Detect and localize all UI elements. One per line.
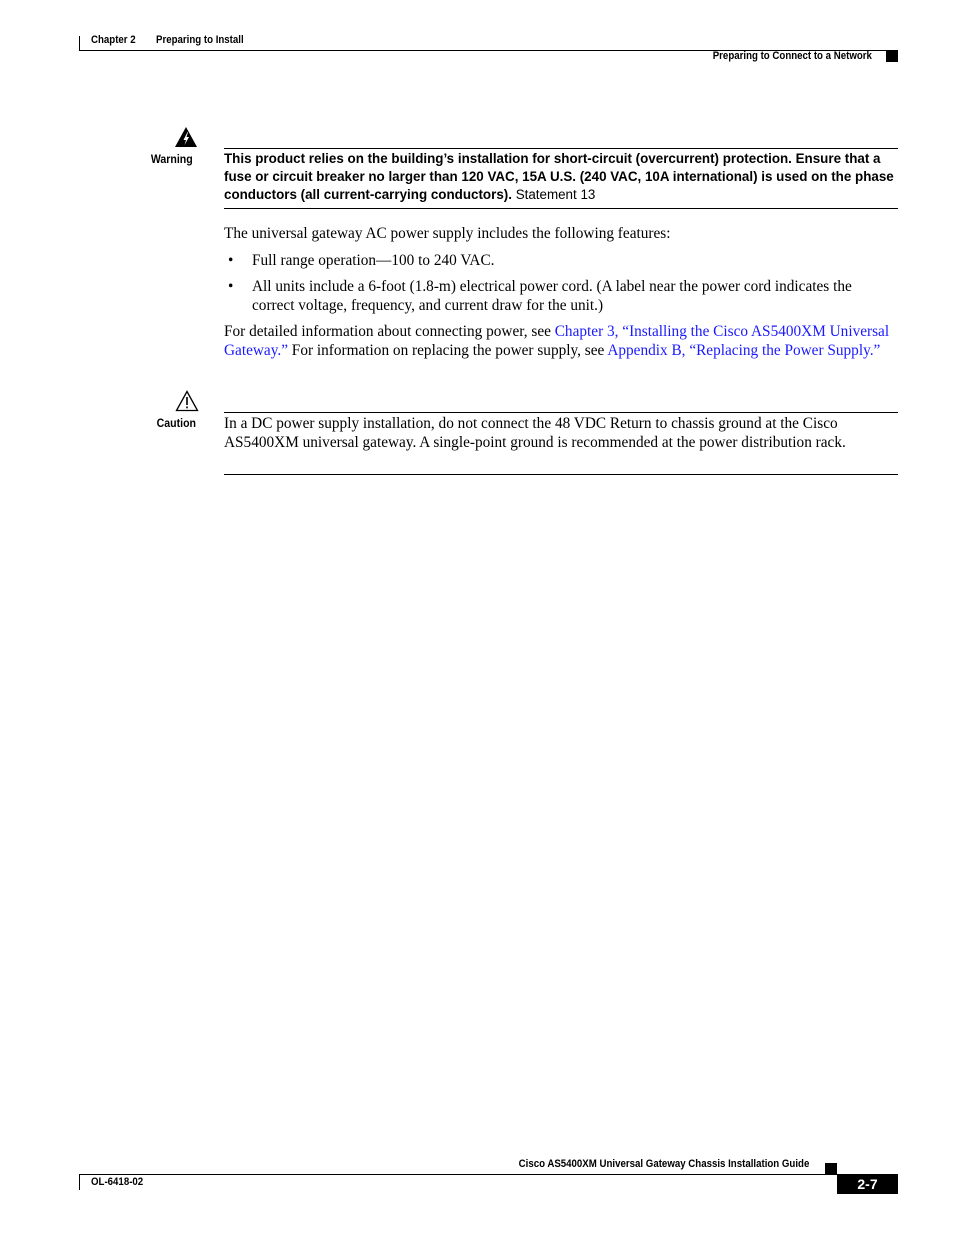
chapter3-link[interactable]: Chapter 3, “Installing the Cisco AS5400XM Universal Gateway.”	[224, 323, 890, 359]
list-item	[228, 277, 898, 315]
page-number: 2-7	[857, 1176, 878, 1192]
list-item-text: Full range operation—100 to 240 VAC.	[252, 252, 495, 269]
bullet-marker: •	[228, 252, 234, 269]
warning-statement: Statement 13	[515, 187, 596, 202]
caution-bottom-rule	[224, 474, 898, 475]
footer-rule	[79, 1174, 898, 1175]
list-item	[228, 251, 898, 270]
header-left-bar	[79, 36, 80, 51]
bullet-marker: •	[228, 278, 234, 295]
warning-label: Warning	[150, 152, 193, 166]
reference-text-mid: For information on replacing the power supply, see	[287, 342, 608, 359]
header-black-tab	[886, 51, 898, 62]
feature-list	[228, 251, 898, 315]
page-number-box	[837, 1174, 898, 1194]
warning-bottom-rule	[224, 208, 898, 209]
reference-paragraph	[224, 322, 898, 360]
footer-black-tab	[825, 1163, 837, 1174]
footer-doc-number: OL-6418-02	[91, 1176, 144, 1188]
reference-text-start: For detailed information about connecting power, see	[224, 323, 555, 340]
warning-bold-text: This product relies on the building’s installation for short-circuit (overcurrent) protection. Ensure that a fuse or circuit breaker no larger than 120 VAC, 15A U.S. (240 VAC, 10A international) is used on the phase conductors (all current-carrying conductors).	[224, 151, 894, 202]
header-chapter: Chapter 2	[91, 34, 136, 46]
caution-text: In a DC power supply installation, do not connect the 48 VDC Return to chassis ground at the Cisco AS5400XM universal gateway. A single-point ground is recommended at the power distribution rack.	[224, 415, 846, 451]
footer-left-bar	[79, 1174, 80, 1190]
warning-icon	[174, 126, 198, 148]
warning-top-rule	[224, 148, 898, 149]
header-section: Preparing to Connect to a Network	[712, 50, 872, 62]
footer-guide-title: Cisco AS5400XM Universal Gateway Chassis Installation Guide	[518, 1158, 809, 1170]
caution-icon	[175, 390, 199, 412]
caution-top-rule	[224, 412, 898, 413]
caution-label: Caution	[156, 416, 196, 430]
warning-text	[224, 150, 900, 204]
appendix-b-link[interactable]: Appendix B, “Replacing the Power Supply.”	[607, 342, 881, 359]
intro-paragraph: The universal gateway AC power supply includes the following features:	[224, 225, 671, 242]
header-chapter-title: Preparing to Install	[156, 34, 244, 46]
list-item-text: All units include a 6-foot (1.8-m) electrical power cord. (A label near the power cord indicates the correct voltage, frequency, and current draw for the unit.)	[252, 278, 852, 314]
